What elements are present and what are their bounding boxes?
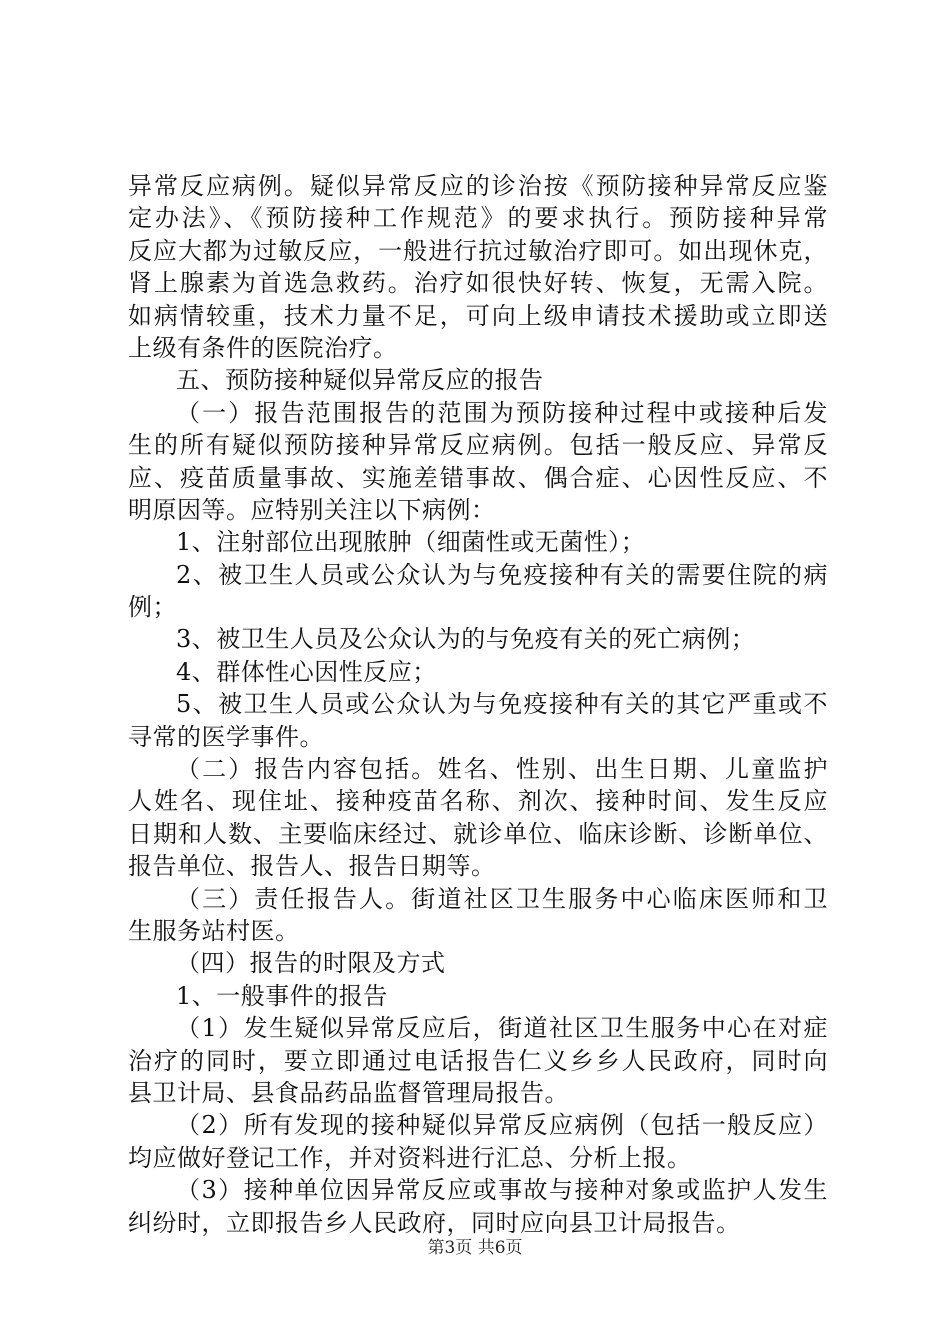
text-line: 治疗的同时，要立即通过电话报告仁义乡乡人民政府，同时向: [128, 1046, 828, 1075]
text-line: （3）接种单位因异常反应或事故与接种对象或监护人发生: [176, 1176, 828, 1205]
text-line: 反应大都为过敏反应，一般进行抗过敏治疗即可。如出现休克，: [128, 236, 828, 265]
text-line: 明原因等。应特别关注以下病例：: [128, 495, 496, 524]
document-body: [128, 170, 828, 1239]
text-line: （一）报告范围报告的范围为预防接种过程中或接种后发: [176, 398, 828, 427]
list-item: 1、注射部位出现脓肿（细菌性或无菌性）；: [176, 528, 646, 557]
list-item: 4、群体性心因性反应；: [176, 657, 437, 686]
text-line: 纠纷时，立即报告乡人民政府，同时应向县卫计局报告。: [128, 1208, 741, 1237]
text-line: （二）报告内容包括。姓名、性别、出生日期、儿童监护: [176, 755, 828, 784]
text-line: 如病情较重，技术力量不足，可向上级申请技术援助或立即送: [128, 301, 828, 330]
list-item: 3、被卫生人员及公众认为的与免疫有关的死亡病例；: [176, 625, 756, 654]
text-line: 异常反应病例。疑似异常反应的诊治按《预防接种异常反应鉴: [128, 172, 828, 200]
list-item: 5、被卫生人员或公众认为与免疫接种有关的其它严重或不: [176, 690, 828, 719]
text-line: 例；: [128, 593, 177, 622]
text-line: 生的所有疑似预防接种异常反应病例。包括一般反应、异常反: [128, 431, 828, 460]
text-line: 日期和人数、主要临床经过、就诊单位、临床诊断、诊断单位、: [128, 819, 828, 848]
list-item: 2、被卫生人员或公众认为与免疫接种有关的需要住院的病: [176, 560, 828, 589]
text-line: （2）所有发现的接种疑似异常反应病例（包括一般反应）: [176, 1111, 828, 1140]
section-heading: 五、预防接种疑似异常反应的报告: [176, 366, 544, 395]
text-line: 肾上腺素为首选急救药。治疗如很快好转、恢复，无需入院。: [128, 269, 828, 298]
text-line: （1）发生疑似异常反应后，街道社区卫生服务中心在对症: [176, 1014, 828, 1043]
text-line: 应、疫苗质量事故、实施差错事故、偶合症、心因性反应、不: [128, 463, 828, 492]
section-heading: 1、一般事件的报告: [176, 981, 388, 1010]
text-line: 上级有条件的医院治疗。: [128, 333, 398, 362]
text-line: 均应做好登记工作，并对资料进行汇总、分析上报。: [128, 1143, 692, 1172]
text-line: 县卫计局、县食品药品监督管理局报告。: [128, 1078, 569, 1107]
text-line: 生服务站村医。: [128, 916, 300, 945]
text-line: （三）责任报告人。街道社区卫生服务中心临床医师和卫: [176, 884, 828, 913]
text-line: 报告单位、报告人、报告日期等。: [128, 852, 496, 881]
page-number-footer: 第3页 共6页: [427, 1238, 523, 1258]
text-line: 定办法》、《预防接种工作规范》的要求执行。预防接种异常: [128, 204, 828, 233]
text-line: 寻常的医学事件。: [128, 722, 324, 751]
section-heading: （四）报告的时限及方式: [176, 949, 446, 978]
text-line: 人姓名、现住址、接种疫苗名称、剂次、接种时间、发生反应: [128, 787, 828, 816]
